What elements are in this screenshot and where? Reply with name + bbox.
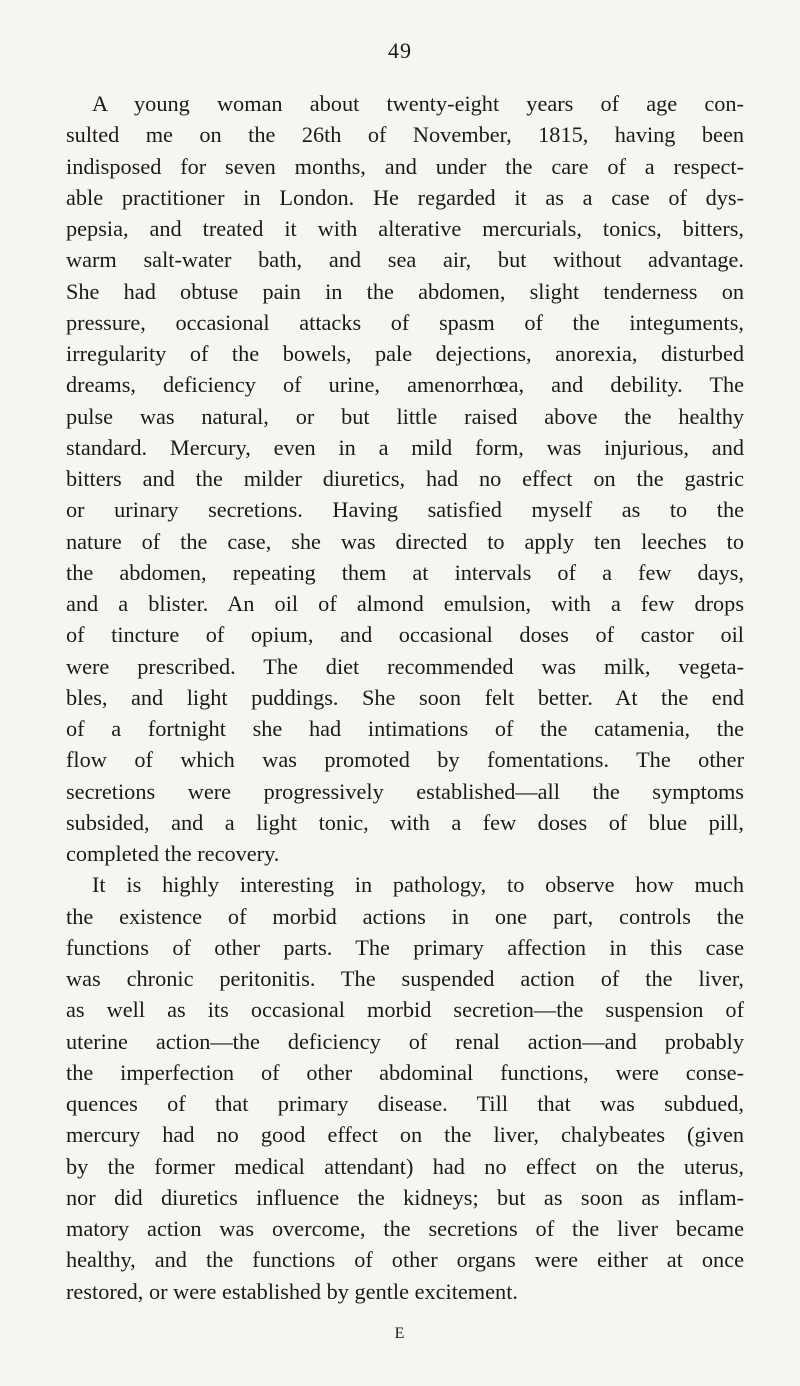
page-number: 49 — [388, 38, 412, 63]
text-line: dreams, deficiency of urine, amenorrhœa, and debility. The — [66, 372, 744, 398]
body-text — [66, 88, 744, 1307]
text-line: functions of other parts. The primary affection in this case — [66, 934, 744, 960]
text-line: restored, or were established by gentle excitement. — [66, 1278, 518, 1304]
text-line: bles, and light puddings. She soon felt better. At the end — [66, 684, 744, 710]
text-line: was chronic peritonitis. The suspended action of the liver, — [66, 966, 744, 991]
text-line: of a fortnight she had intimations of the catamenia, the — [66, 716, 744, 741]
text-line: the abdomen, repeating them at intervals of a few days, — [66, 559, 744, 585]
text-line: nor did diuretics influence the kidneys; but as soon as inflam- — [66, 1184, 744, 1210]
text-line: of tincture of opium, and occasional doses of castor oil — [66, 622, 744, 648]
text-line: the imperfection of other abdominal functions, were conse- — [66, 1059, 744, 1085]
paragraph-commentary — [66, 869, 744, 1307]
text-line: and a blister. An oil of almond emulsion, with a few drops — [66, 591, 744, 616]
text-line: nature of the case, she was directed to apply ten leeches to — [66, 528, 744, 554]
text-line: She had obtuse pain in the abdomen, slight tenderness on — [66, 278, 744, 304]
text-line: uterine action—the deficiency of renal action—and probably — [66, 1028, 744, 1054]
text-line: warm salt-water bath, and sea air, but without advantage. — [66, 247, 744, 273]
text-line: sulted me on the 26th of November, 1815, having been — [66, 122, 744, 148]
text-line: or urinary secretions. Having satisfied myself as to the — [66, 497, 744, 523]
text-line: as well as its occasional morbid secretion—the suspension of — [66, 997, 744, 1023]
text-line: irregularity of the bowels, pale dejections, anorexia, disturbed — [66, 341, 744, 366]
text-line: secretions were progressively established—all the symptoms — [66, 778, 744, 804]
text-line: the existence of morbid actions in one part, controls the — [66, 903, 744, 929]
signature-mark: E — [394, 1325, 406, 1342]
text-line: quences of that primary disease. Till that was subdued, — [66, 1091, 744, 1116]
paragraph-case-report — [66, 88, 744, 869]
text-line: bitters and the milder diuretics, had no effect on the gastric — [66, 466, 744, 491]
text-line: pressure, occasional attacks of spasm of the integuments, — [66, 309, 744, 335]
text-line: standard. Mercury, even in a mild form, was injurious, and — [66, 434, 744, 460]
text-line: healthy, and the functions of other organs were either at once — [66, 1247, 744, 1273]
text-line: able practitioner in London. He regarded it as a case of dys- — [66, 184, 744, 210]
text-line: It is highly interesting in pathology, to observe how much — [92, 872, 744, 898]
text-line: A young woman about twenty-eight years of age con- — [92, 91, 744, 116]
text-line: pepsia, and treated it with alterative mercurials, tonics, bitters, — [66, 216, 744, 241]
text-line: indisposed for seven months, and under the care of a respect- — [66, 153, 744, 179]
text-line: flow of which was promoted by fomentations. The other — [66, 747, 744, 773]
text-line: by the former medical attendant) had no effect on the uterus, — [66, 1153, 744, 1179]
text-line: pulse was natural, or but little raised above the healthy — [66, 403, 744, 429]
text-line: mercury had no good effect on the liver, chalybeates (given — [66, 1122, 744, 1148]
text-line: completed the recovery. — [66, 841, 280, 866]
text-line: were prescribed. The diet recommended was milk, vegeta- — [66, 653, 744, 679]
text-line: matory action was overcome, the secretions of the liver became — [66, 1216, 744, 1241]
text-line: subsided, and a light tonic, with a few doses of blue pill, — [66, 809, 744, 835]
